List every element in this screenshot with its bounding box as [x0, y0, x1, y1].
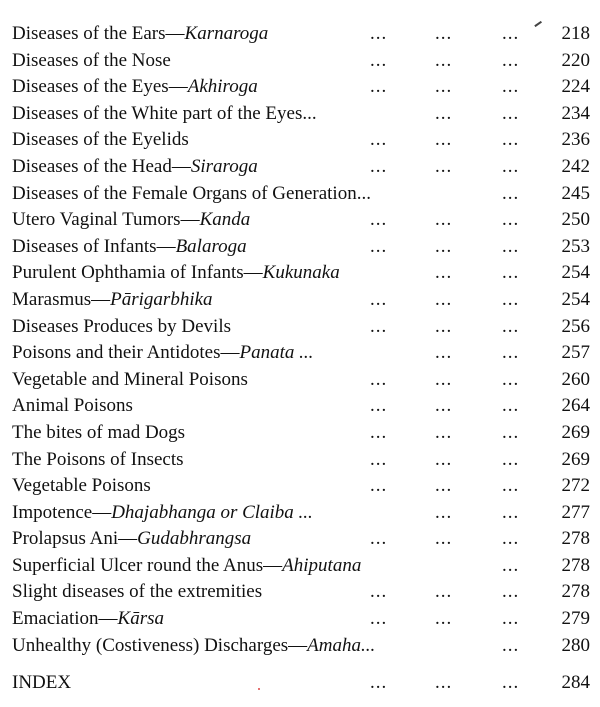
toc-entry-title-text: Diseases of the White part of the Eyes... — [12, 102, 317, 124]
em-dash: — — [91, 288, 111, 310]
toc-page-number: 242 — [561, 155, 590, 177]
leader-dots: ... — [502, 634, 520, 656]
toc-page-number: 218 — [561, 23, 590, 44]
toc-entry-sanskrit-term: Kukunaka — [262, 262, 340, 284]
toc-entry-sanskrit-term: Ahiputana — [282, 554, 362, 576]
leader-dots: ... — [370, 76, 388, 98]
leader-dots: ... — [435, 608, 453, 630]
leader-dots: ... — [435, 235, 453, 257]
toc-page-number: 260 — [561, 368, 590, 390]
toc-entry — [12, 127, 592, 154]
leader-dots: ... — [370, 288, 388, 310]
toc-entry-title-text: Animal Poisons — [12, 395, 133, 417]
toc-entry — [12, 234, 592, 261]
toc-index-entry — [12, 670, 592, 697]
leader-dots: ... — [435, 288, 453, 310]
toc-entry-title-text: Diseases of Infants — [12, 235, 157, 257]
toc-entry — [12, 579, 592, 606]
toc-entry-title-text: Superficial Ulcer round the Anus — [12, 554, 264, 576]
toc-entry — [12, 500, 592, 527]
toc-page-number: 278 — [561, 554, 590, 576]
leader-dots: ... — [370, 129, 388, 151]
leader-dots: ... — [435, 342, 453, 364]
toc-page-number: 272 — [561, 475, 590, 497]
toc-entry-title — [12, 260, 342, 287]
toc-entry-sanskrit-term: Gudabhrangsa — [137, 528, 252, 550]
toc-entry-title — [12, 154, 260, 181]
leader-dots: ... — [370, 209, 388, 231]
toc-entry-title — [12, 553, 363, 580]
toc-entry-title-text: Vegetable Poisons — [12, 475, 151, 497]
leader-dots: ... — [502, 342, 520, 364]
toc-entry — [12, 447, 592, 474]
leader-dots: ... — [502, 395, 520, 417]
leader-dots: ... — [370, 421, 388, 443]
toc-entry-title-text: Impotence — [12, 501, 93, 523]
toc-entry-title — [12, 526, 253, 553]
toc-entry-title — [12, 48, 173, 75]
toc-entry — [12, 207, 592, 234]
toc-entry-title-text: Diseases of the Eyelids — [12, 129, 189, 151]
toc-entry-title — [12, 670, 73, 697]
toc-entry-sanskrit-term: Kārsa — [117, 608, 164, 630]
toc-entry — [12, 420, 592, 447]
leader-dots: ... — [502, 235, 520, 257]
toc-entry-sanskrit-term: Akhiroga — [187, 76, 258, 98]
toc-entry-title — [12, 393, 135, 420]
toc-entry-title — [12, 606, 166, 633]
toc-entry — [12, 367, 592, 394]
toc-entry-sanskrit-term: Siraroga — [190, 155, 258, 177]
leader-dots: ... — [370, 23, 388, 44]
toc-entry-title-text: Emaciation — [12, 608, 99, 630]
toc-entry — [12, 314, 592, 341]
toc-entry-title — [12, 287, 215, 314]
toc-entry-title-text: Diseases of the Female Organs of Generation... — [12, 182, 371, 204]
leader-dots: ... — [370, 315, 388, 337]
leader-dots: ... — [370, 368, 388, 390]
toc-page-number: 220 — [561, 49, 590, 71]
leader-dots: ... — [502, 129, 520, 151]
toc-entry-title-text: Prolapsus Ani — [12, 528, 119, 550]
toc-page-number: 245 — [561, 182, 590, 204]
leader-dots: ... — [370, 475, 388, 497]
leader-dots: ... — [370, 608, 388, 630]
leader-dots: ... — [502, 501, 520, 523]
toc-entry-title-text: Utero Vaginal Tumors — [12, 209, 181, 231]
toc-entry-title — [12, 314, 233, 341]
em-dash: — — [171, 155, 191, 177]
em-dash: — — [98, 608, 118, 630]
toc-entry-sanskrit-term: Karnaroga — [184, 23, 269, 44]
leader-dots: ... — [502, 608, 520, 630]
leader-dots: ... — [502, 475, 520, 497]
toc-entry — [12, 260, 592, 287]
leader-dots: ... — [370, 528, 388, 550]
leader-dots: ... — [435, 102, 453, 124]
toc-entry — [12, 74, 592, 101]
leader-dots: ... — [502, 49, 520, 71]
em-dash: — — [288, 634, 308, 656]
leader-dots: ... — [435, 368, 453, 390]
toc-entry-title — [12, 74, 260, 101]
toc-page-number: 234 — [561, 102, 590, 124]
toc-entry — [12, 181, 592, 208]
toc-page-number: 256 — [561, 315, 590, 337]
leader-dots: ... — [502, 102, 520, 124]
toc-entry-title-text: Slight diseases of the extremities — [12, 581, 263, 603]
leader-dots: ... — [502, 448, 520, 470]
toc-page-number: 250 — [561, 209, 590, 231]
leader-dots: ... — [435, 23, 453, 44]
leader-dots: ... — [435, 475, 453, 497]
toc-entry — [12, 606, 592, 633]
leader-dots: ... — [502, 209, 520, 231]
leader-dots: ... — [502, 288, 520, 310]
em-dash: — — [263, 554, 283, 576]
em-dash: — — [180, 209, 200, 231]
leader-dots: ... — [435, 501, 453, 523]
toc-entry-title — [12, 579, 264, 606]
leader-dots: ... — [435, 448, 453, 470]
leader-dots: ... — [502, 23, 520, 44]
table-of-contents — [12, 21, 592, 697]
toc-entry — [12, 553, 592, 580]
toc-page-number: 253 — [561, 235, 590, 257]
toc-entry-title — [12, 447, 186, 474]
toc-entry-sanskrit-term: Balaroga — [175, 235, 247, 257]
toc-entry-title — [12, 181, 373, 208]
leader-dots: ... — [435, 209, 453, 231]
toc-entry-title-text: Diseases Produces by Devils — [12, 315, 231, 337]
em-dash: — — [165, 23, 185, 44]
toc-entry-title — [12, 420, 187, 447]
toc-entry-title — [12, 633, 377, 660]
toc-entry-title-text: Purulent Ophthamia of Infants — [12, 262, 244, 284]
toc-entry — [12, 48, 592, 75]
leader-dots: ... — [370, 448, 388, 470]
leader-dots: ... — [370, 155, 388, 177]
toc-page-number: 269 — [561, 421, 590, 443]
toc-page-number: 269 — [561, 448, 590, 470]
toc-entry — [12, 340, 592, 367]
toc-entry — [12, 21, 592, 48]
leader-dots: ... — [435, 49, 453, 71]
leader-dots: ... — [502, 76, 520, 98]
toc-entry-sanskrit-term: Panata ... — [239, 342, 314, 364]
toc-entry-title — [12, 500, 315, 527]
leader-dots: ... — [502, 554, 520, 576]
toc-entry-sanskrit-term: Pārigarbhika — [110, 288, 213, 310]
toc-entry-title-text: The bites of mad Dogs — [12, 421, 186, 443]
toc-page-number: 279 — [561, 608, 590, 630]
toc-entry-title-text: The Poisons of Insects — [12, 448, 184, 470]
leader-dots: ... — [370, 235, 388, 257]
leader-dots: ... — [370, 672, 388, 694]
toc-entry-title — [12, 207, 252, 234]
toc-entry-sanskrit-term: Dhajabhanga or Claiba ... — [111, 501, 313, 523]
toc-entry-title — [12, 21, 270, 48]
toc-entry-title — [12, 367, 250, 394]
leader-dots: ... — [502, 581, 520, 603]
toc-page-number: 257 — [561, 342, 590, 364]
toc-entry-title — [12, 340, 315, 367]
leader-dots: ... — [502, 315, 520, 337]
toc-entry — [12, 101, 592, 128]
leader-dots: ... — [435, 262, 453, 284]
toc-entry-title — [12, 101, 319, 128]
leader-dots: ... — [502, 672, 520, 694]
toc-entry — [12, 393, 592, 420]
toc-entry-title-text: Diseases of the Eyes — [12, 76, 169, 98]
toc-entry-title-text: Vegetable and Mineral Poisons — [12, 368, 248, 390]
em-dash: — — [92, 501, 112, 523]
toc-entry-title — [12, 234, 249, 261]
leader-dots: ... — [370, 49, 388, 71]
toc-entry-sanskrit-term: Amaha... — [307, 634, 376, 656]
leader-dots: ... — [502, 368, 520, 390]
leader-dots: ... — [435, 315, 453, 337]
toc-entry-sanskrit-term: Kanda — [199, 209, 251, 231]
leader-dots: ... — [502, 155, 520, 177]
leader-dots: ... — [435, 76, 453, 98]
toc-entry-title-text: Diseases of the Ears — [12, 23, 166, 44]
toc-entry — [12, 633, 592, 660]
leader-dots: ... — [502, 528, 520, 550]
toc-page-number: 280 — [561, 634, 590, 656]
toc-entry-title-text: Poisons and their Antidotes — [12, 342, 221, 364]
leader-dots: ... — [435, 581, 453, 603]
leader-dots: ... — [502, 262, 520, 284]
toc-page-number: 278 — [561, 581, 590, 603]
leader-dots: ... — [435, 395, 453, 417]
leader-dots: ... — [502, 182, 520, 204]
leader-dots: ... — [370, 581, 388, 603]
toc-entry — [12, 154, 592, 181]
leader-dots: ... — [502, 421, 520, 443]
toc-entry-title-text: Marasmus — [12, 288, 92, 310]
leader-dots: ... — [435, 672, 453, 694]
em-dash: — — [118, 528, 138, 550]
leader-dots: ... — [370, 395, 388, 417]
toc-entry — [12, 287, 592, 314]
toc-entry-title-text: Diseases of the Nose — [12, 49, 171, 71]
toc-page-number: 254 — [561, 262, 590, 284]
toc-entry — [12, 526, 592, 553]
em-dash: — — [168, 76, 188, 98]
toc-entry — [12, 473, 592, 500]
ink-speck — [258, 688, 260, 690]
leader-dots: ... — [435, 155, 453, 177]
toc-page-number: 264 — [561, 395, 590, 417]
toc-page-number: 224 — [561, 76, 590, 98]
toc-page-number: 277 — [561, 501, 590, 523]
toc-entry-title-text: Unhealthy (Costiveness) Discharges — [12, 634, 289, 656]
em-dash: — — [220, 342, 240, 364]
toc-entry-title — [12, 473, 153, 500]
toc-page-number: 236 — [561, 129, 590, 151]
toc-page-number: 278 — [561, 528, 590, 550]
leader-dots: ... — [435, 421, 453, 443]
toc-entry-title-text: Diseases of the Head — [12, 155, 172, 177]
toc-page-number: 254 — [561, 288, 590, 310]
toc-entry-title — [12, 127, 191, 154]
leader-dots: ... — [435, 129, 453, 151]
toc-entry-title-text: INDEX — [12, 672, 72, 694]
toc-page-number: 284 — [561, 672, 590, 694]
em-dash: — — [156, 235, 176, 257]
em-dash: — — [243, 262, 263, 284]
leader-dots: ... — [435, 528, 453, 550]
